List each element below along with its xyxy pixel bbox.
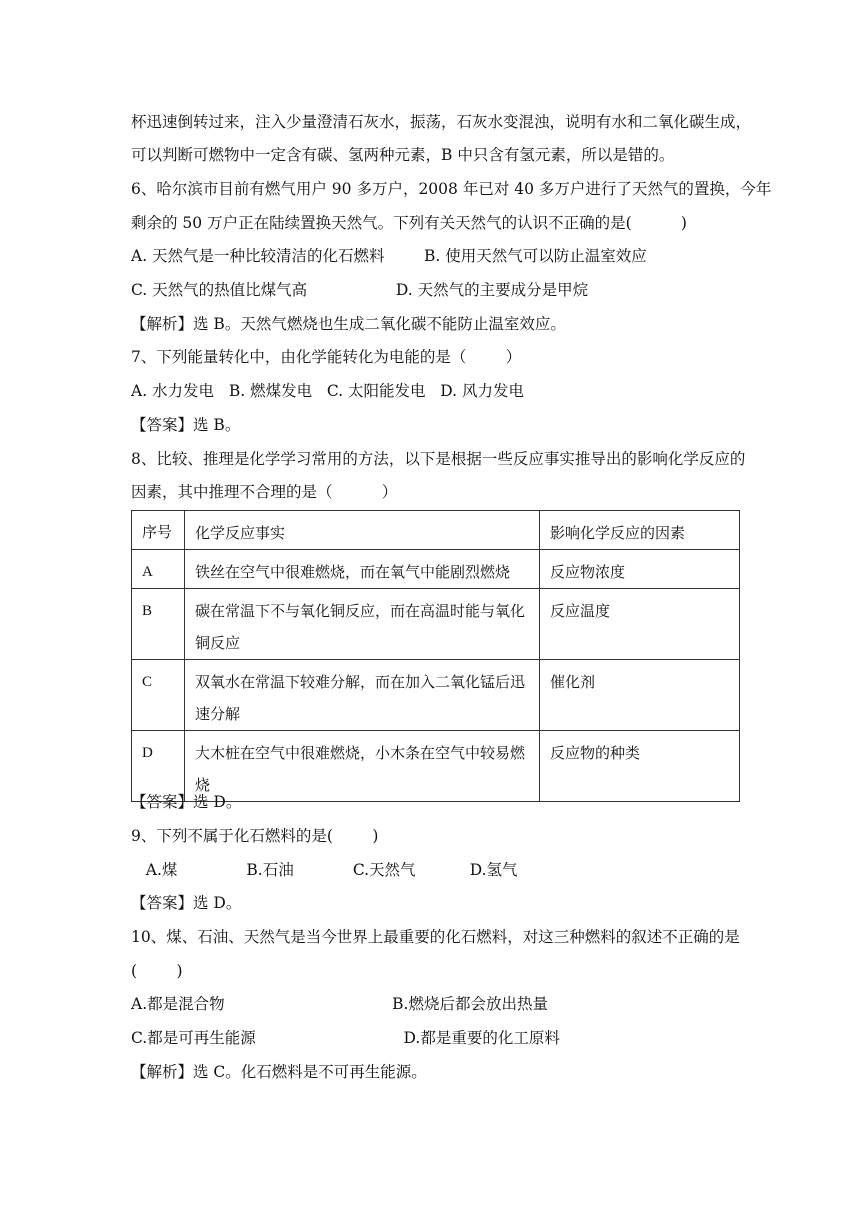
answer-line: 【答案】选 B。 [131, 416, 241, 434]
reaction-factors-table [131, 510, 740, 802]
table-cell: 双氧水在常温下较难分解，而在加入二氧化锰后迅速分解 [185, 660, 540, 731]
option-line: C. 天然气的热值比煤气高 D. 天然气的主要成分是甲烷 [131, 281, 589, 299]
table-row [132, 550, 740, 589]
option-line: C.都是可再生能源 D.都是重要的化工原料 [131, 1029, 560, 1047]
answer-line: 【答案】选 D。 [131, 894, 242, 912]
question-10-line: ( ) [131, 962, 183, 980]
table-row [132, 660, 740, 731]
option-line: A. 天然气是一种比较清洁的化石燃料 B. 使用天然气可以防止温室效应 [131, 247, 647, 265]
table-cell: 铁丝在空气中很难燃烧，而在氧气中能剧烈燃烧 [185, 550, 540, 589]
answer-line: 【答案】选 D。 [131, 793, 242, 811]
option-line: A. 水力发电 B. 燃煤发电 C. 太阳能发电 D. 风力发电 [131, 382, 525, 400]
question-8-line: 8、比较、推理是化学学习常用的方法，以下是根据一些反应事实推导出的影响化学反应的 [131, 450, 746, 468]
question-8-line: 因素，其中推理不合理的是（ ） [131, 483, 398, 501]
table-cell: 碳在常温下不与氧化铜反应，而在高温时能与氧化铜反应 [185, 589, 540, 660]
table-cell: 反应温度 [540, 589, 740, 660]
text-line: 可以判断可燃物中一定含有碳、氢两种元素，B 中只含有氢元素，所以是错的。 [131, 146, 675, 164]
option-line: A.都是混合物 B.燃烧后都会放出热量 [131, 995, 548, 1013]
question-10-line: 10、煤、石油、天然气是当今世界上最重要的化石燃料，对这三种燃料的叙述不正确的是 [131, 928, 740, 946]
analysis-line: 【解析】选 B。天然气燃烧也生成二氧化碳不能防止温室效应。 [131, 315, 566, 333]
option-line: A.煤 B.石油 C.天然气 D.氢气 [131, 861, 518, 879]
table-header-row [132, 511, 740, 550]
table-header-cell: 化学反应事实 [185, 511, 540, 550]
table-cell: 反应物浓度 [540, 550, 740, 589]
table-header-cell: 序号 [132, 511, 185, 550]
table-cell: D [132, 731, 185, 802]
text-line: 杯迅速倒转过来，注入少量澄清石灰水，振荡，石灰水变混浊，说明有水和二氧化碳生成， [131, 113, 752, 131]
table-cell: A [132, 550, 185, 589]
table-cell: B [132, 589, 185, 660]
question-6-line: 6、哈尔滨市目前有燃气用户 90 多万户，2008 年已对 40 多万户进行了天然气的置换，今年 [131, 180, 772, 198]
question-9-line: 9、下列不属于化石燃料的是( ) [131, 827, 379, 845]
table-cell: 催化剂 [540, 660, 740, 731]
analysis-line: 【解析】选 C。化石燃料是不可再生能源。 [131, 1063, 427, 1081]
table-header-cell: 影响化学反应的因素 [540, 511, 740, 550]
question-6-line: 剩余的 50 万户正在陆续置换天然气。下列有关天然气的认识不正确的是( ) [131, 214, 687, 232]
table-row [132, 731, 740, 802]
question-7-line: 7、下列能量转化中，由化学能转化为电能的是（ ） [131, 348, 522, 366]
table-cell: 反应物的种类 [540, 731, 740, 802]
table-row [132, 589, 740, 660]
table-cell: C [132, 660, 185, 731]
table-cell: 大木桩在空气中很难燃烧，小木条在空气中较易燃烧 [185, 731, 540, 802]
